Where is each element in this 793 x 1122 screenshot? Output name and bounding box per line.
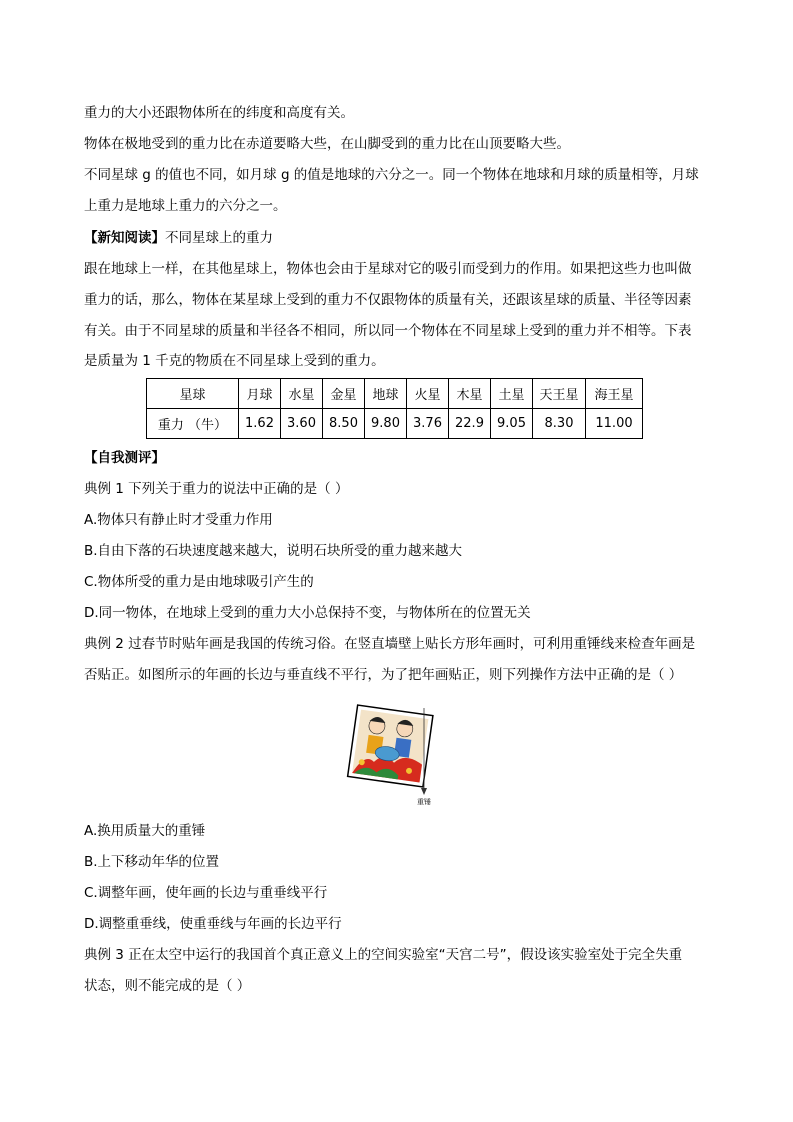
table-cell-value: 9.80 bbox=[365, 409, 407, 439]
question-1-option-c: C.物体所受的重力是由地球吸引产生的 bbox=[84, 574, 314, 590]
paragraph-poles: 物体在极地受到的重力比在赤道要略大些，在山脚受到的重力比在山顶要略大些。 bbox=[84, 136, 570, 152]
table-cell-planet: 火星 bbox=[407, 379, 449, 409]
table-cell-planet: 海王星 bbox=[586, 379, 643, 409]
question-2-line2: 否贴正。如图所示的年画的长边与垂直线不平行，为了把年画贴正，则下列操作方法中正确的是（ ） bbox=[84, 667, 683, 683]
paragraph-reading-line2: 重力的话，那么，物体在某星球上受到的重力不仅跟物体的质量有关，还跟该星球的质量、半径等因素 bbox=[84, 292, 692, 308]
reading-heading bbox=[84, 228, 273, 248]
paragraph-moon-line1: 不同星球 g 的值也不同，如月球 g 的值是地球的六分之一。同一个物体在地球和月球的质量相等，月球 bbox=[84, 167, 699, 183]
self-test-heading: 【自我测评】 bbox=[84, 450, 165, 466]
question-2-option-a: A.换用质量大的重锤 bbox=[84, 823, 206, 839]
question-2-line1: 典例 2 过春节时贴年画是我国的传统习俗。在竖直墙壁上贴长方形年画时，可利用重锤线来检查年画是 bbox=[84, 636, 696, 652]
planet-gravity-table bbox=[146, 378, 643, 439]
table-cell-planet: 金星 bbox=[323, 379, 365, 409]
table-row-values bbox=[147, 409, 643, 439]
table-header-label: 星球 bbox=[147, 379, 239, 409]
question-2-option-d: D.调整重垂线，使重垂线与年画的长边平行 bbox=[84, 916, 342, 932]
table-cell-planet: 月球 bbox=[239, 379, 281, 409]
question-3-line1: 典例 3 正在太空中运行的我国首个真正意义上的空间实验室“天宫二号”，假设该实验室处于完全失重 bbox=[84, 947, 683, 963]
table-cell-value: 1.62 bbox=[239, 409, 281, 439]
paragraph-reading-line4: 是质量为 1 千克的物质在不同星球上受到的重力。 bbox=[84, 353, 385, 369]
plumb-bob-icon bbox=[421, 788, 427, 795]
question-2-option-c: C.调整年画，使年画的长边与重垂线平行 bbox=[84, 885, 328, 901]
table-cell-value: 11.00 bbox=[586, 409, 643, 439]
reading-tag: 【新知阅读】 bbox=[84, 230, 165, 246]
table-cell-value: 3.60 bbox=[281, 409, 323, 439]
question-3-line2: 状态，则不能完成的是（ ） bbox=[84, 978, 251, 994]
paragraph-moon-line2: 上重力是地球上重力的六分之一。 bbox=[84, 198, 287, 214]
question-2-option-b: B.上下移动年华的位置 bbox=[84, 854, 220, 870]
table-value-label: 重力 （牛） bbox=[147, 409, 239, 439]
paragraph-reading-line1: 跟在地球上一样，在其他星球上，物体也会由于星球对它的吸引而受到力的作用。如果把这些力也叫做 bbox=[84, 261, 692, 277]
plumb-bob-label: 重锤 bbox=[417, 798, 431, 806]
question-1-option-d: D.同一物体，在地球上受到的重力大小总保持不变，与物体所在的位置无关 bbox=[84, 605, 531, 621]
table-cell-value: 3.76 bbox=[407, 409, 449, 439]
table-cell-planet: 土星 bbox=[491, 379, 533, 409]
table-cell-planet: 木星 bbox=[449, 379, 491, 409]
table-row-planets bbox=[147, 379, 643, 409]
reading-title: 不同星球上的重力 bbox=[165, 230, 273, 246]
table-cell-value: 22.9 bbox=[449, 409, 491, 439]
table-cell-planet: 地球 bbox=[365, 379, 407, 409]
tilted-picture bbox=[348, 705, 433, 787]
paragraph-reading-line3: 有关。由于不同星球的质量和半径各不相同，所以同一个物体在不同星球上受到的重力并不相等。下表 bbox=[84, 323, 692, 339]
question-1-option-a: A.物体只有静止时才受重力作用 bbox=[84, 512, 273, 528]
new-year-picture-figure bbox=[340, 700, 450, 810]
table-cell-planet: 水星 bbox=[281, 379, 323, 409]
table-cell-planet: 天王星 bbox=[533, 379, 586, 409]
table-cell-value: 8.50 bbox=[323, 409, 365, 439]
table-cell-value: 9.05 bbox=[491, 409, 533, 439]
question-1: 典例 1 下列关于重力的说法中正确的是（ ） bbox=[84, 481, 349, 497]
question-1-option-b: B.自由下落的石块速度越来越大，说明石块所受的重力越来越大 bbox=[84, 543, 463, 559]
paragraph-latitude: 重力的大小还跟物体所在的纬度和高度有关。 bbox=[84, 105, 354, 121]
table-cell-value: 8.30 bbox=[533, 409, 586, 439]
